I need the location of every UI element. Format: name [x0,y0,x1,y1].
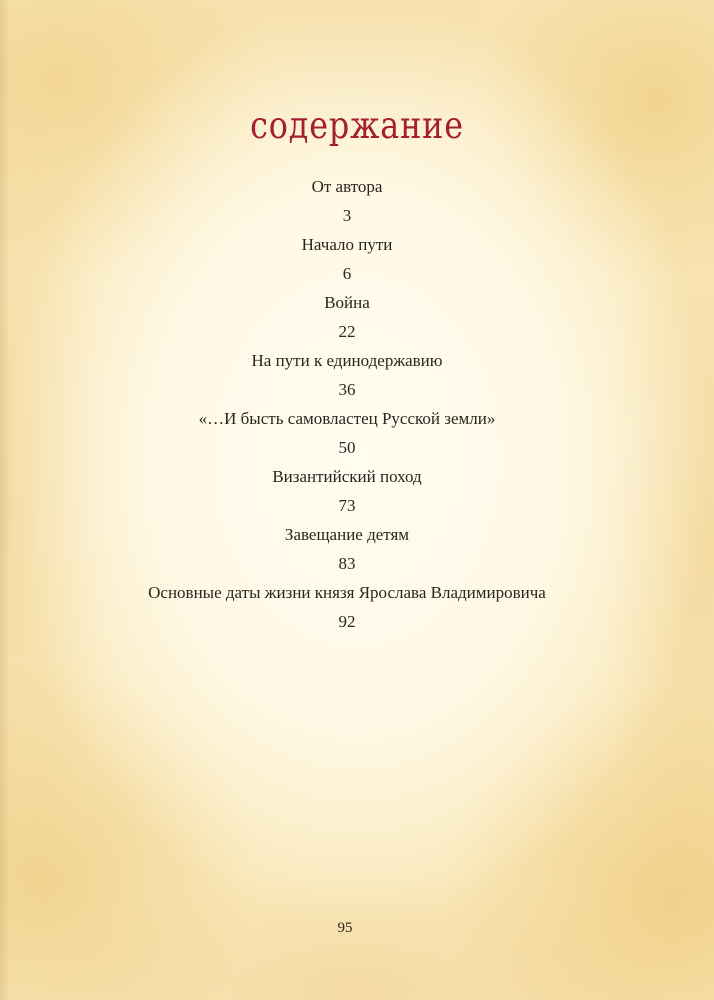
toc-entry-title: Война [324,293,370,312]
toc-entry-page: 6 [342,264,352,283]
toc-entry-title: Основные даты жизни князя Ярослава Владимировича [148,583,546,602]
toc-entry [0,462,694,520]
toc-entry [0,404,694,462]
toc-entry [0,172,694,230]
toc-entry-title: «…И бысть самовластец Русской земли» [198,409,496,428]
table-of-contents [0,172,694,636]
toc-entry-title: От автора [311,177,383,196]
toc-entry-title: Завещание детям [284,525,410,544]
toc-entry [0,578,694,636]
toc-entry [0,288,694,346]
toc-entry-page: 92 [338,612,356,631]
toc-entry [0,230,694,288]
toc-entry-page: 22 [338,322,356,341]
page-number: 95 [337,920,353,936]
toc-entry-title: На пути к единодержавию [251,351,443,370]
toc-entry-page: 50 [338,438,356,457]
toc-entry-page: 3 [342,206,352,225]
toc-entry [0,520,694,578]
toc-entry-page: 36 [338,380,356,399]
toc-entry-title: Византийский поход [272,467,422,486]
toc-entry-title: Начало пути [301,235,393,254]
contents-heading: содержание [250,104,464,147]
toc-entry-page: 83 [338,554,356,573]
toc-entry [0,346,694,404]
toc-entry-page: 73 [338,496,356,515]
